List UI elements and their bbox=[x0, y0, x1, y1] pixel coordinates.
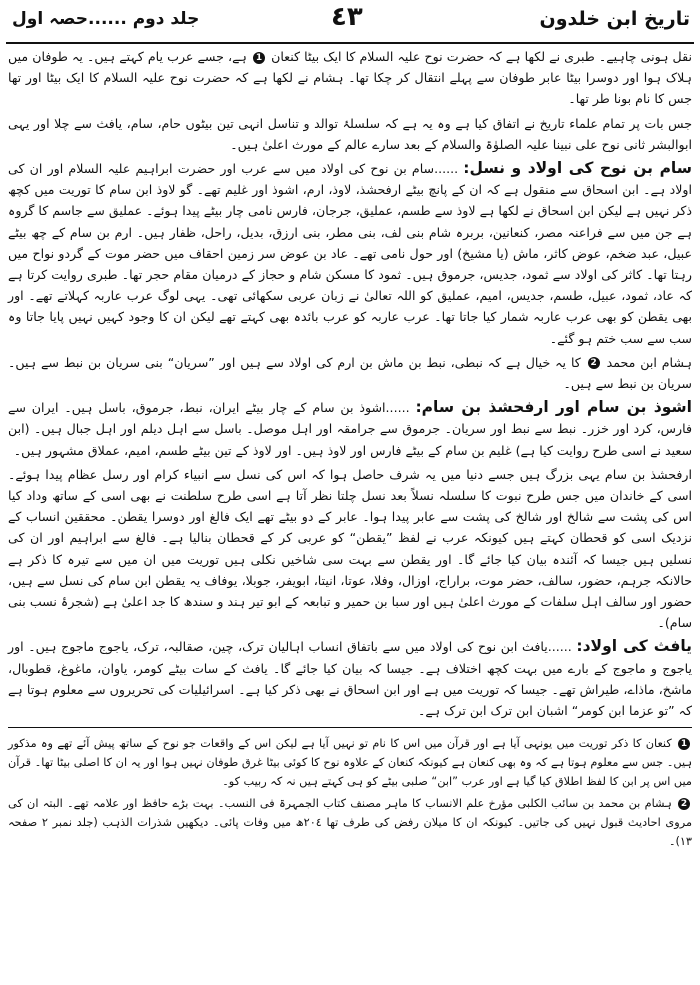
paragraph-1-start: نقل ہونی چاہیے۔ طبری نے لکھا ہے کہ حضرت نوح علیہ السلام کا ایک بیٹا کنعان bbox=[271, 49, 692, 64]
footnote-marker-1: 1 bbox=[253, 52, 265, 64]
section-text-ashudh: ......اشوذ بن سام کے چار بیٹے ایران، نبط، جرموق، باسل ہیں۔ ایران سے فارس، کرد اور خزر۔ نبط سے نبط اور سریان۔ جرموق سے جرامقہ اور اہل موصل۔ باسل سے اہل دیلم اور اہل جبال ہیں۔ (ابن سعید نے اسی طرح روایت کیا ہے) غلیم بن سام کے بیٹے فارس اور لاوذ ہیں۔ اور لاوذ کے تین بیٹے طسم، امیم، عملاق مشہور ہیں۔ bbox=[8, 400, 692, 458]
section-heading-yafith: یافث کی اولاد: bbox=[576, 637, 692, 656]
section-text-yafith: ......یافث ابن نوح کی اولاد میں سے باتفاق انساب اہالیان ترک، چین، صقالبہ، ترک، یاجوج ماجوج ہیں۔ اور یاجوج و ماجوج کے بارے میں بہت کچھ اختلاف ہے۔ جیسا کہ بیان کیا جائے گا۔ یافث کے سات بیٹے کومر، یاوان، ماغوغ، قطوبال، ماشخ، ماذاے، طیراش تھے۔ جیسا کہ توریت میں ہے اور ابن اسحاق نے بھی ذکر کیا ہے۔ اسرائیلیات کی تحریروں سے معلوم ہوتا ہے کہ ”تو عزما ابن کومر“ اشبان ابن ترک ابن ترک ہے۔ bbox=[8, 639, 692, 719]
paragraph-hisham-rest: کا یہ خیال ہے کہ نبطی، نبط بن ماش بن ارم کی اولاد سے ہیں اور ”سریان“ بنی سریان بن نبط سے ہیں۔ سریان بن نبط سے ہیں۔ bbox=[8, 354, 692, 392]
paragraph-hisham bbox=[8, 352, 692, 394]
page-body bbox=[8, 46, 692, 854]
page-header bbox=[6, 0, 694, 44]
footnote-2-marker: 2 bbox=[678, 798, 690, 810]
paragraph-arfakhshad: ارفحشذ بن سام یہی بزرگ ہیں جسے دنیا میں یہ شرف حاصل ہوا کہ اس کی نسل سے انبیاء کرام اور رسل عظام پیدا ہوئے۔ اسی کے خاندان میں جس طرح نبوت کا سلسلہ نسلاً بعد نسل چلتا نظر آتا ہے اسی طرح سلطنت نے بھی اسی کے ساتھ وداد کیا اس کی پشت سے شالخ اور شالخ کی پشت سے عابر پیدا ہوا۔ عابر کے دو بیٹے تھے ایک فالغ اور دوسرا یقطن۔ محققین انساب کے نزدیک اسی کو قحطان کہتے ہیں کیونکہ عرب نے لفظ ”یقطن“ کو عربی کر کے قحطان بنالیا ہے۔ فالغ سے ابراہیم اور ان کی نسلیں ہیں جیسا کہ آئندہ بیان کیا جائے گا۔ اور یقطن سے بہت سی شاخیں نکلی ہیں توریت میں ان میں سے تیرہ کا ذکر ہے حالانکہ جرہم، حضور، سالف، حضر موت، براراج، اوزال، وفلا، عوتا، انیتا، ابویفر، جوبلا، یوفاف یہ یقطن ابن سام کی نسل سے ہیں، حضور اور سالف اہل سلفات کے مورث اعلیٰ ہیں اور سبا بن حمیر و تبابعہ کے ابو تیر ہند و سندھ کا جد اعلیٰ ہے (شجرۂ نسب بنی سام)۔ bbox=[8, 466, 692, 631]
section-sam-descendants bbox=[8, 158, 692, 349]
footnote-1-text: کنعان کا ذکر توریت میں یونہی آیا ہے اور قرآن میں اس کا نام تو نہیں آیا ہے لیکن اس کے واقعات جو نوح کے ساتھ پیش آئے تھے وہ مذکور ہیں۔ جس سے معلوم ہوتا ہے کہ وہ بھی کنعان ہے کیونکہ کنعان کے علاوہ نوح کا کوئی بیٹا غرق طوفان نہیں ہوا اور یہ ان کا اصلی بیٹا تھا۔ قرآن میں اس پر ابن کا لفظ اطلاق کیا گیا ہے اور عرب ”ابن“ صلبی بیٹے کو ہی کہتے ہیں نہ کہ ربیب کو۔ bbox=[8, 737, 692, 789]
footnote-marker-2: 2 bbox=[588, 357, 600, 369]
paragraph-1 bbox=[8, 46, 692, 110]
volume-label: جلد دوم ......حصہ اول bbox=[12, 9, 200, 29]
section-heading-sam: سام بن نوح کی اولاد و نسل: bbox=[463, 159, 692, 178]
section-ashudh-arfakhshad bbox=[8, 397, 692, 461]
section-heading-ashudh: اشوذ بن سام اور ارفحشذ بن سام: bbox=[415, 398, 692, 417]
paragraph-1-rest: ہے، جسے عرب یام کہتے ہیں۔ یہ طوفان میں ہلاک ہوا اور دوسرا بیٹا عابر طوفان سے پہلے انتقال کر چکا تھا۔ ہشام نے لکھا ہے کہ حضرت نوح علیہ السلام کا ایک بیٹا اور تھا جس کا نام بونا طر تھا۔ bbox=[8, 49, 692, 107]
paragraph-hisham-start: ہشام ابن محمد bbox=[606, 354, 692, 370]
footnote-2 bbox=[8, 794, 692, 851]
footnote-divider bbox=[8, 727, 692, 728]
footnote-1 bbox=[8, 734, 692, 791]
section-text-sam: ......سام بن نوح کی اولاد میں سے عرب اور حضرت ابراہیم علیہ السلام اور ان کی اولاد ہے۔ ابن اسحاق سے منقول ہے کہ ان کے پانچ بیٹے ارفحشذ، لاوذ، ارم، اشوذ اور غلیم تھے۔ گو لاوذ ابن سام کا توریت میں کچھ ذکر نہیں ہے لیکن ابن اسحاق نے لکھا ہے لاوذ سے طسم، عملیق، جرجان، فارس نامی چار بیٹے پیدا ہوئے۔ عملیق سے جاسم کا گروہ ہے جن میں سے فراعنہ مصر، کنعانین، بربرہ شام بنی لف، بنی مطر، بنی ارزق، بدیل، راحل، ظفار ہیں۔ ارم بن سام کے چھ بیٹے عبیل، عبد ضخم، عوض کاثر، ماش (یا مشیخ) اور حول نامی تھے۔ عاد بن عوض سر زمین احقاف میں حضر موت کے گردو نواح میں رہتا تھا۔ کاثر کی اولاد سے ثمود، جدیس، جرموق ہیں۔ ثمود کا مسکن شام و حجاز کے درمیان مقام حجر تھا۔ طبری روایت کرتا ہے کہ عاد، ثمود، عبیل، طسم، جدیس، امیم، عملیق کو اللہ تعالیٰ نے زبان عربی سکھائی تھی۔ یہی لوگ عرب عاربہ کہلاتے تھے۔ اور بھی یقطن کو بھی عرب عاربہ شمار کیا جاتا تھا۔ عرب عاربہ کو عرب بائدہ بھی کہتے تھے لیکن ان کا وجود کہیں نہیں پایا جاتا وہ سب سے سب ختم ہو گئے۔ bbox=[8, 161, 692, 346]
book-title: تاریخ ابن خلدون bbox=[539, 8, 690, 30]
footnote-2-text: ہشام بن محمد بن سائب الکلبی مؤرخ علم الانساب کا ماہر مصنف کتاب الجمہرۃ فی النسب۔ بہت بڑے حافظ اور علامہ تھے۔ البتہ ان کی مروی احادیث قبول نہیں کی جاتیں۔ کیونکہ ان کا میلان رفض کی طرف تھا ٢٠٤ھ میں وفات پائی۔ دیکھیں شذرات الذہب (جلد نمبر ٢ صفحہ ١٣)۔ bbox=[8, 797, 692, 849]
paragraph-2: جس بات پر تمام علماء تاریخ نے اتفاق کیا ہے وہ یہ ہے کہ سلسلۂ توالد و تناسل انہی تین بیٹوں حام، سام، یافث سے چلا اور یہی ابوالبشر ثانی نوح علی نبینا علیہ الصلوٰۃ والسلام کے بعد سارے عالم کے مورث اعلیٰ ہیں۔ bbox=[8, 115, 692, 152]
page-number: ٤٣ bbox=[331, 2, 363, 32]
footnote-1-marker: 1 bbox=[678, 738, 690, 750]
section-yafith-descendants bbox=[8, 636, 692, 721]
